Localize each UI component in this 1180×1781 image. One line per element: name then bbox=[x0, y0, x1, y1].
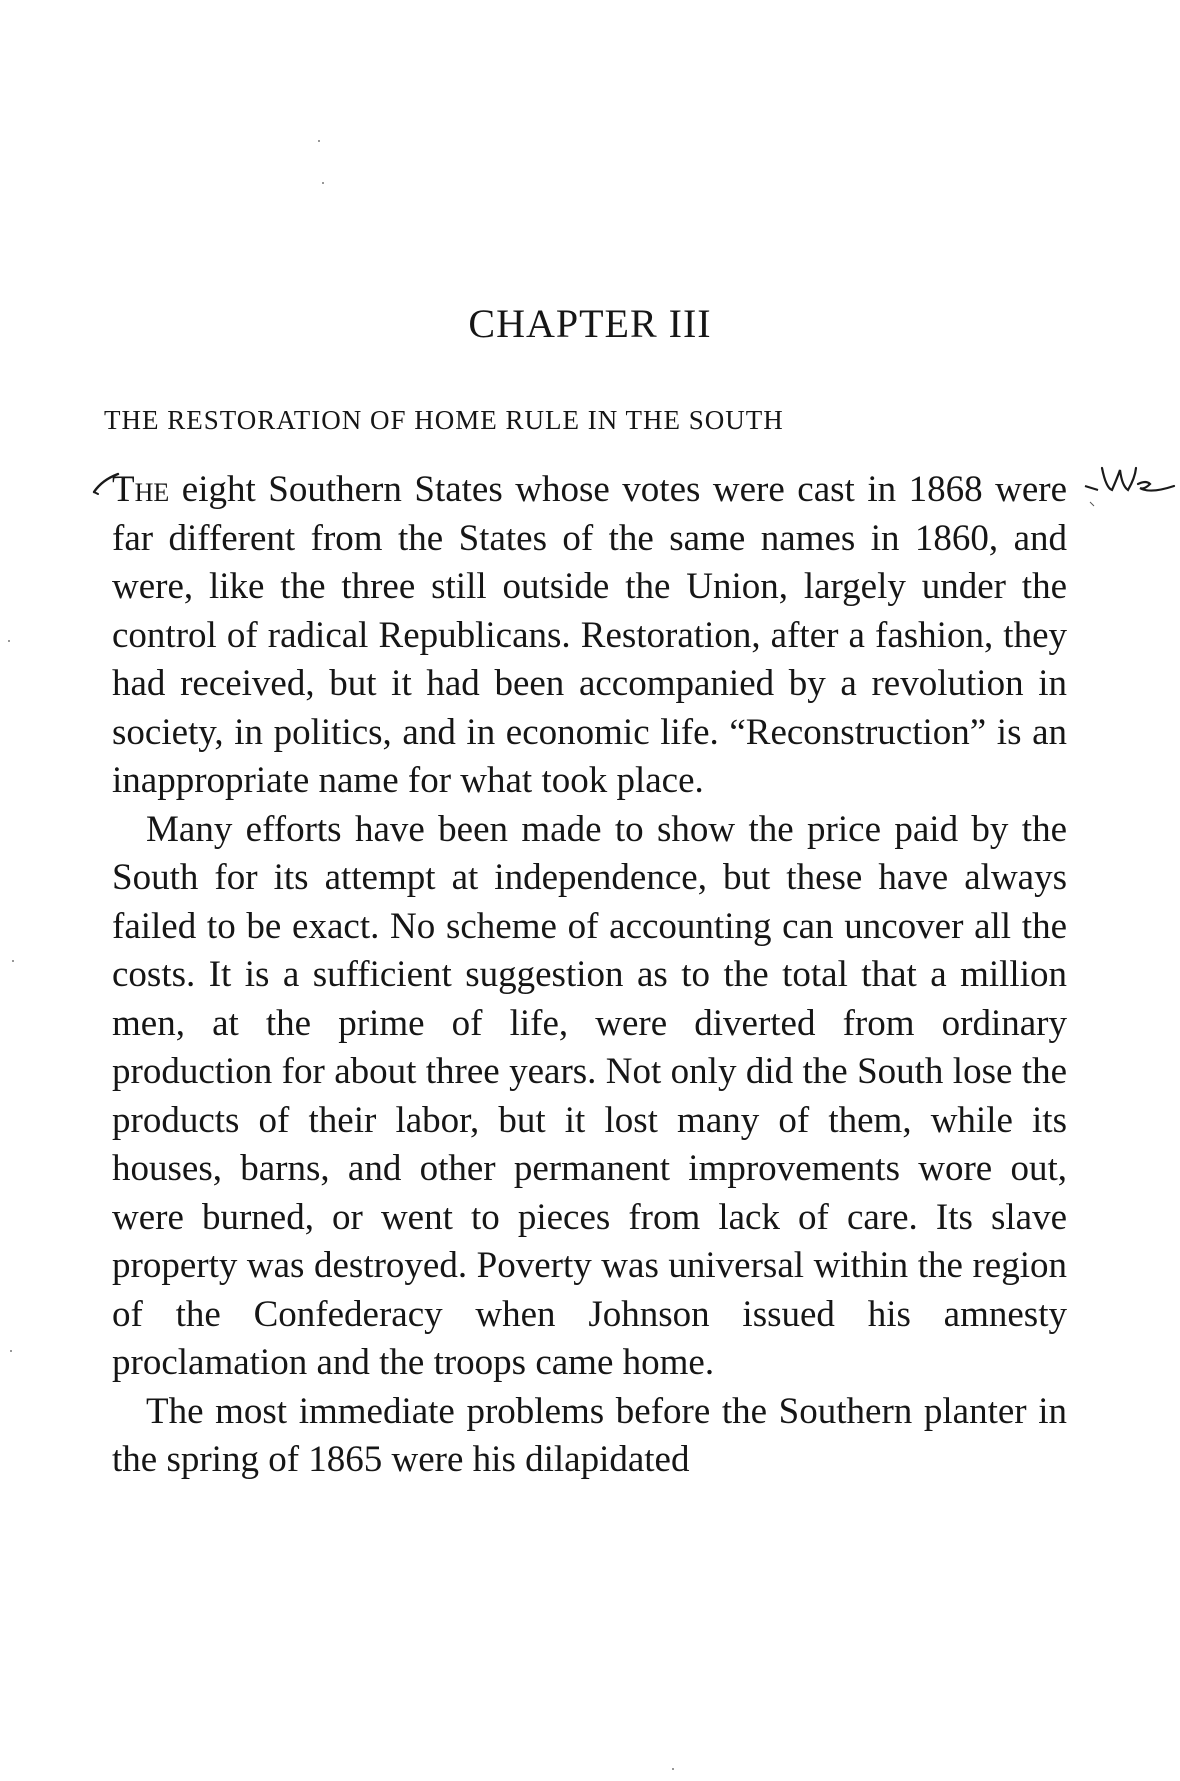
scan-speck bbox=[672, 1768, 674, 1770]
scan-speck bbox=[12, 960, 14, 962]
scan-speck bbox=[322, 182, 324, 184]
scan-speck bbox=[318, 140, 320, 142]
paragraph-1-lead: The bbox=[112, 469, 170, 510]
scan-speck bbox=[8, 640, 10, 642]
body-text bbox=[112, 466, 1067, 1485]
scan-speck bbox=[10, 1350, 12, 1352]
paragraph-2: Many efforts have been made to show the price paid by the South for its attempt at independence, but these have always failed to be exact. No scheme of accounting can uncover all the costs. It is a sufficient suggestion as to the total that a million men, at the prime of life, were diverted from ordinary production for about three years. Not only did the South lose the products of their labor, but it lost many of them, while its houses, barns, and other permanent improvements wore out, were burned, or went to pieces from lack of care. Its slave property was destroyed. Poverty was universal within the region of the Confederacy when Johnson issued his amnesty proclamation and the troops came home. bbox=[112, 808, 1067, 1383]
chapter-subtitle: THE RESTORATION OF HOME RULE IN THE SOUTH bbox=[104, 405, 784, 435]
paragraph-1 bbox=[112, 466, 1067, 806]
handwritten-annotation-icon bbox=[1080, 448, 1180, 508]
chapter-heading: CHAPTER III bbox=[468, 301, 712, 346]
paragraph-1-text: eight Southern States whose votes were cast in 1868 were far different from the States of the same names in 1860, and were, like the three still outside the Union, largely under the control of radical Republicans. Restoration, after a fashion, they had received, but it had been accompanied by a revolution in society, in politics, and in economic life. “Reconstruction” is an inappropriate name for what took place. bbox=[112, 469, 1067, 801]
paragraph-3: The most immediate problems before the Southern planter in the spring of 1865 were his dilapidated bbox=[112, 1390, 1067, 1480]
